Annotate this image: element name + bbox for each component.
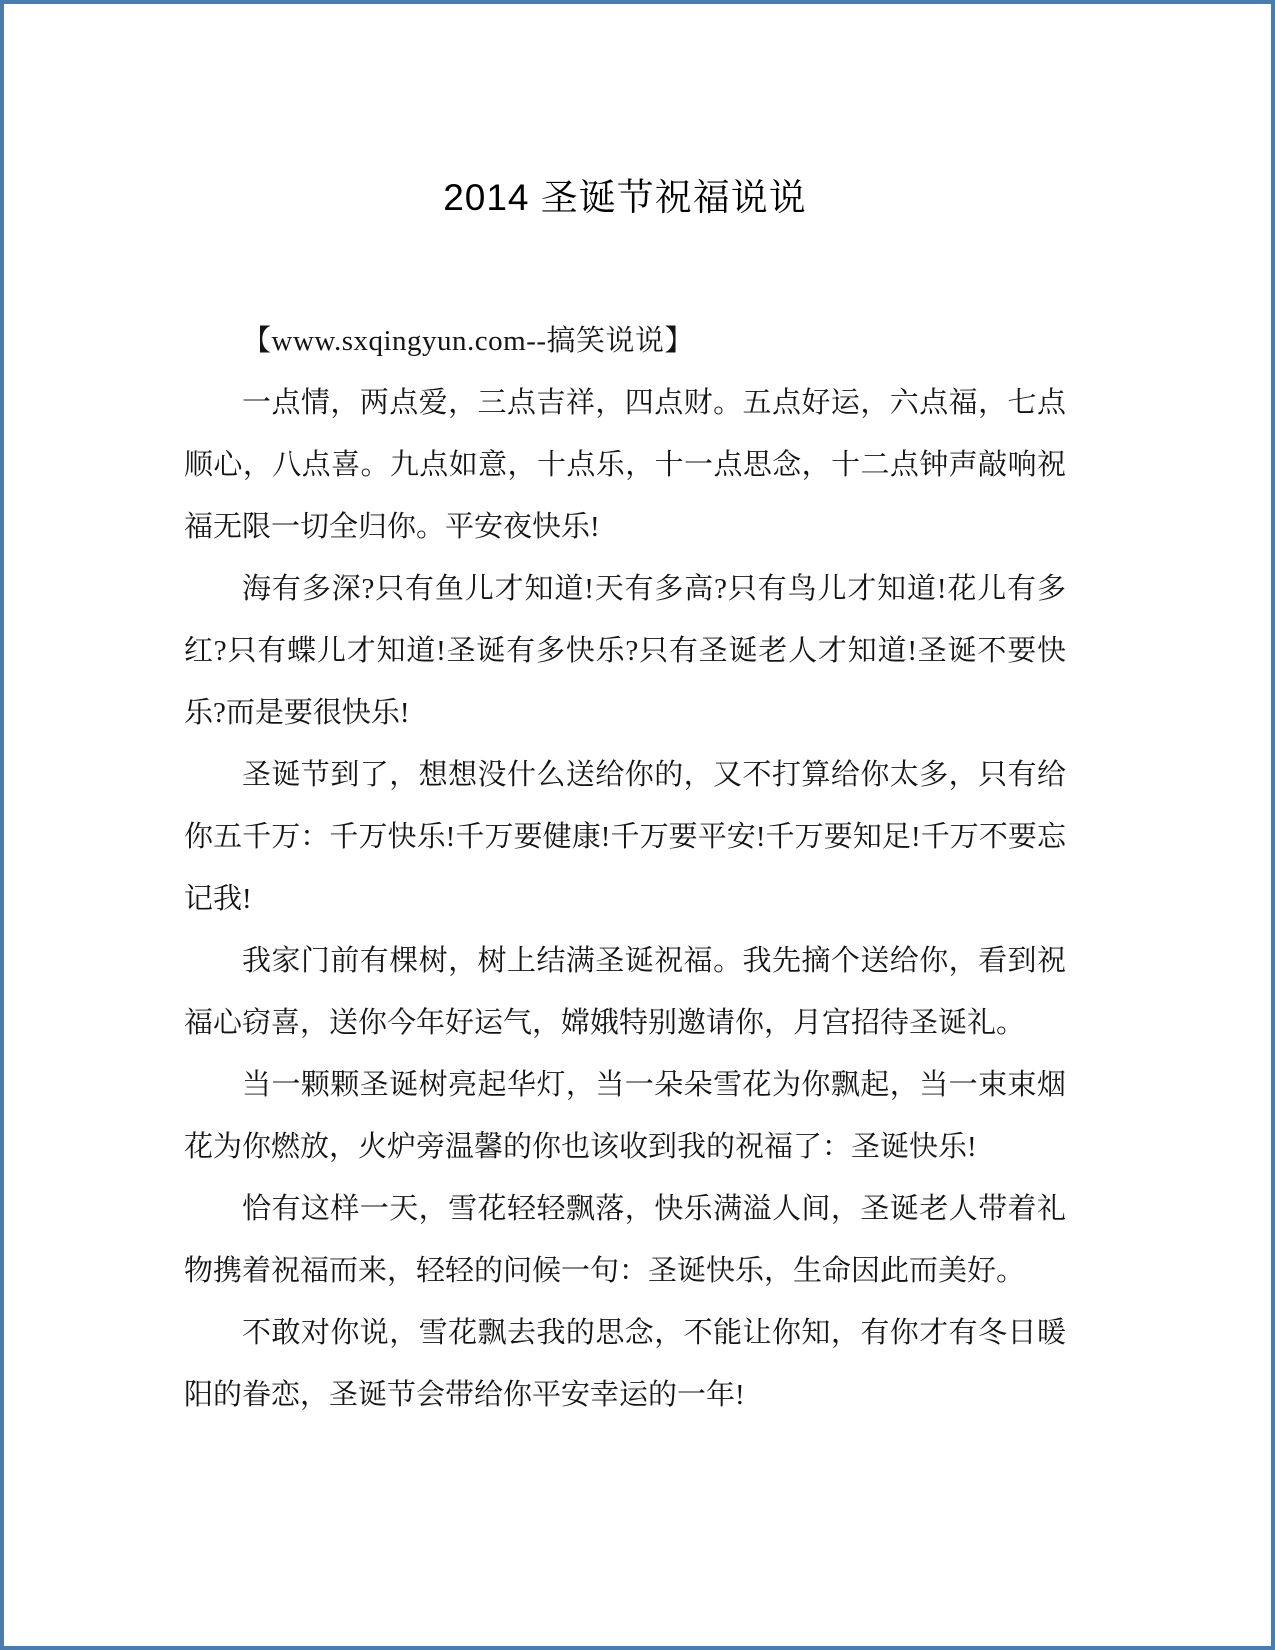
paragraph: 圣诞节到了，想想没什么送给你的，又不打算给你太多，只有给你五千万：千万快乐!千万要健康!千万要平安!千万要知足!千万不要忘记我! [184, 759, 1066, 915]
paragraph: 恰有这样一天，雪花轻轻飘落，快乐满溢人间，圣诞老人带着礼物携着祝福而来，轻轻的问候一句：圣诞快乐，生命因此而美好。 [184, 1193, 1066, 1287]
paragraph: 我家门前有棵树，树上结满圣诞祝福。我先摘个送给你，看到祝福心窃喜，送你今年好运气，嫦娥特别邀请你，月宫招待圣诞礼。 [184, 945, 1066, 1039]
paragraph: 一点情，两点爱，三点吉祥，四点财。五点好运，六点福，七点顺心，八点喜。九点如意，十点乐，十一点思念，十二点钟声敲响祝福无限一切全归你。平安夜快乐! [184, 387, 1066, 543]
document-title: 2014 圣诞节祝福说说 [443, 177, 807, 218]
page-content [4, 4, 1271, 1426]
document-body [184, 310, 1066, 1426]
paragraph: 海有多深?只有鱼儿才知道!天有多高?只有鸟儿才知道!花儿有多红?只有蝶儿才知道!圣诞有多快乐?只有圣诞老人才知道!圣诞不要快乐?而是要很快乐! [184, 573, 1066, 729]
paragraph: 不敢对你说，雪花飘去我的思念，不能让你知，有你才有冬日暖阳的眷恋，圣诞节会带给你平安幸运的一年! [184, 1317, 1066, 1411]
source-line: 【www.sxqingyun.com--搞笑说说】 [242, 325, 695, 357]
paragraph: 当一颗颗圣诞树亮起华灯，当一朵朵雪花为你飘起，当一束束烟花为你燃放，火炉旁温馨的你也该收到我的祝福了：圣诞快乐! [184, 1069, 1066, 1163]
